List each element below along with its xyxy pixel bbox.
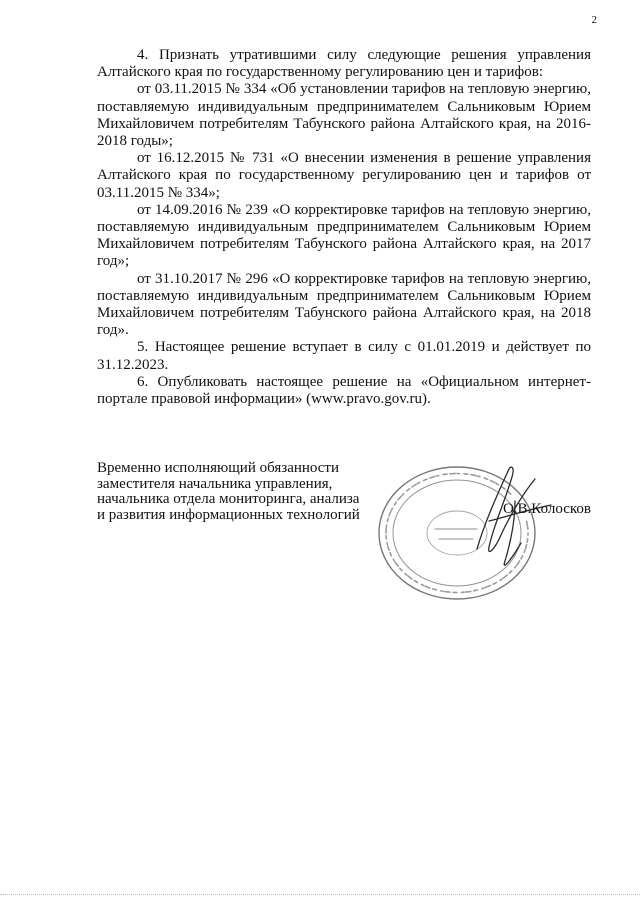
seal-ring-mark — [418, 482, 420, 483]
seal-ring-mark — [524, 550, 525, 552]
signer-position-line: заместителя начальника управления, — [97, 475, 333, 492]
clause-6: 6. Опубликовать настоящее решение на «Официальном интернет-портале правовой информации» (www.pravo.gov.ru). — [97, 373, 591, 408]
seal-ring-mark — [493, 583, 496, 585]
seal-ring-mark — [443, 474, 447, 475]
seal-ring-mark — [387, 518, 388, 521]
page-number: 2 — [591, 14, 597, 26]
seal-ring-mark — [496, 484, 498, 485]
seal-ring-mark — [387, 543, 388, 545]
seal-ring-mark — [433, 589, 437, 590]
seal-ring-mark — [395, 562, 398, 566]
seal-ring-mark — [421, 585, 423, 586]
seal-ring-mark — [414, 581, 417, 583]
seal-center-marks — [435, 529, 477, 539]
signer-position-line: начальника отдела мониторинга, анализа — [97, 491, 360, 507]
seal-ring-mark — [525, 545, 526, 549]
clause-4: 4. Признать утратившими силу следующие решения управления Алтайского края по государственному регулированию цен и тарифов: — [97, 47, 591, 81]
signer-position-line: и развития информационных технологий — [97, 506, 360, 523]
seal-ring-mark — [491, 481, 496, 483]
seal-ring-mark — [408, 576, 412, 579]
seal-ring-mark — [402, 494, 404, 496]
seal-ring-mark — [445, 592, 450, 593]
seal-ring-mark — [484, 478, 488, 479]
seal-ring-mark — [471, 475, 476, 476]
repealed-decision-296: от 31.10.2017 № 296 «О корректировке тарифов на тепловую энергию, поставляемую индивидуальным предпринимателем Сальниковым Юрием Михайловичем потребителям Табунского района Алтайского края, на 2018 год». — [97, 270, 591, 339]
seal-ring-mark — [503, 575, 507, 578]
signer-position — [97, 461, 387, 523]
signature-block — [97, 461, 591, 611]
seal-ring-mark — [486, 586, 491, 588]
seal-ring-mark — [425, 586, 430, 588]
seal-ring-mark — [400, 568, 402, 571]
seal-ring-mark — [412, 484, 416, 487]
seal-ring-mark — [482, 588, 484, 589]
repealed-decision-334: от 03.11.2015 № 334 «Об установлении тарифов на тепловую энергию, поставляемую индивидуальным предпринимателем Сальниковым Юрием Михайловичем потребителям Табунского района Алтайского края, на 2016-2018 годы»; — [97, 81, 591, 150]
seal-ring-mark — [398, 496, 401, 500]
seal-ring-mark — [527, 539, 528, 542]
seal-ring-mark — [466, 591, 471, 592]
seal-ring-mark — [502, 487, 505, 489]
seal-ring-mark — [407, 489, 410, 491]
seal-ring-mark — [424, 479, 428, 480]
seal-ring-mark — [436, 476, 438, 477]
seal-ring-mark — [521, 556, 523, 559]
seal-ring-mark — [389, 512, 391, 516]
seal-ring-mark — [478, 476, 480, 477]
repealed-decision-239: от 14.09.2016 № 239 «О корректировке тарифов на тепловую энергию, поставляемую индивидуальным предпринимателем Сальниковым Юрием Михайловичем потребителям Табунского района Алтайского края, на 2017 год»; — [97, 201, 591, 270]
seal-ring-mark — [390, 553, 391, 556]
seal-ring-mark — [509, 571, 512, 574]
seal-ring-mark — [441, 591, 443, 592]
seal-ring-mark — [474, 590, 478, 591]
seal-ring-mark — [515, 566, 516, 568]
seal-ring-mark — [391, 508, 392, 510]
seal-ring-mark — [517, 561, 520, 565]
clause-5: 5. Настоящее решение вступает в силу с 01.01.2019 и действует по 31.12.2023. — [97, 339, 591, 373]
signer-position-line: Временно исполняющий обязанности — [97, 460, 340, 476]
official-seal — [365, 461, 565, 601]
seal-ring-mark — [405, 574, 407, 576]
page-bottom-rule — [0, 894, 640, 895]
seal-ring-mark — [394, 502, 396, 505]
repealed-decision-731: от 16.12.2015 № 731 «О внесении изменения в решение управления Алтайского края по государственному регулированию цен и тарифов от 03.11.2015 № 334»; — [97, 150, 591, 201]
seal-ring-mark — [527, 521, 528, 525]
seal-ring-mark — [388, 546, 389, 550]
signer-name: О.В.Колосков — [502, 501, 591, 517]
seal-ring-mark — [430, 477, 435, 479]
seal-ring-mark — [500, 579, 502, 580]
seal-ring-mark — [393, 559, 394, 561]
decree-body — [97, 47, 591, 408]
